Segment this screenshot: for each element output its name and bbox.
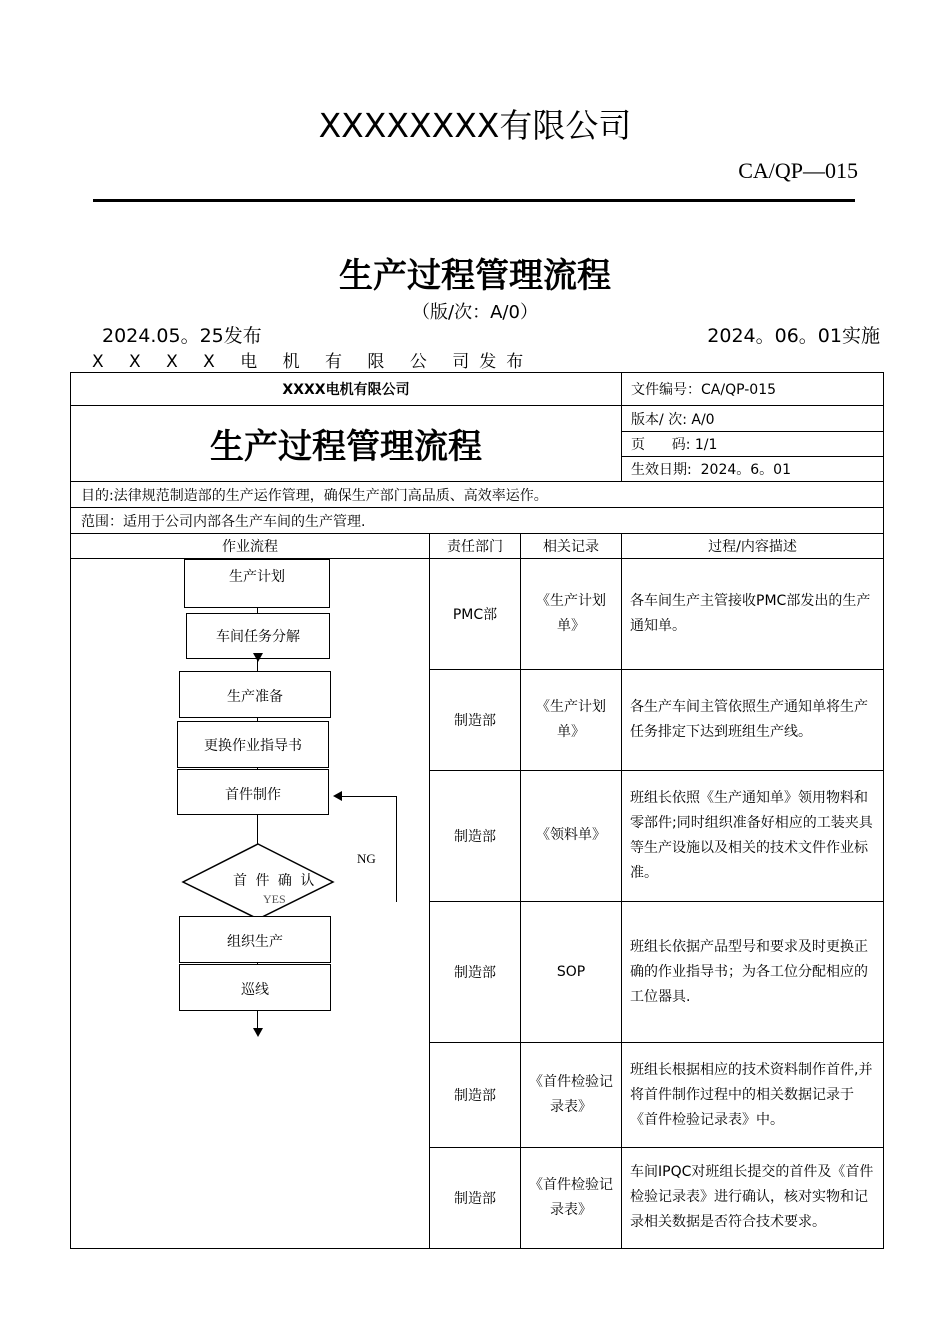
file-number: 文件编号：CA/QP-015 xyxy=(622,373,884,406)
purpose-text: 目的:法律规范制造部的生产运作管理，确保生产部门高品质、高效率运作。 xyxy=(71,482,884,508)
flow-step-organize: 组织生产 xyxy=(179,916,331,963)
page-info: 页 码: 1/1 xyxy=(622,432,884,457)
column-header-desc: 过程/内容描述 xyxy=(622,534,884,559)
flow-step-first-piece: 首件制作 xyxy=(177,769,329,815)
arrow-left-icon xyxy=(333,791,342,801)
version-label: （版/次：A/0） xyxy=(412,302,538,323)
row-description: 班组长依据产品型号和要求及时更换正确的作业指导书；为各工位分配相应的工位器具. xyxy=(622,901,884,1042)
row-description: 各车间生产主管接收PMC部发出的生产通知单。 xyxy=(622,559,884,670)
ng-loop-side xyxy=(396,796,397,902)
flow-step-change-sop: 更换作业指导书 xyxy=(177,721,329,768)
ng-label: NG xyxy=(357,851,376,866)
publish-date: 2024.05。25发布 xyxy=(102,325,262,347)
version-info: 版本/ 次: A/0 xyxy=(622,406,884,432)
row-description: 班组长根据相应的技术资料制作首件,并将首件制作过程中的相关数据记录于《首件检验记录表》中。 xyxy=(622,1043,884,1147)
effective-date: 生效日期: 2024。6。01 xyxy=(622,457,884,482)
row-dept: PMC部 xyxy=(430,559,521,670)
row-description: 各生产车间主管依照生产通知单将生产任务排定下达到班组生产线。 xyxy=(622,670,884,770)
company-name: XXXXXXXX有限公司 xyxy=(318,106,632,145)
row-record: 《生产计划单》 xyxy=(521,670,622,770)
row-description: 车间IPQC对班组长提交的首件及《首件检验记录表》进行确认，核对实物和记录相关数据是否符合技术要求。 xyxy=(622,1147,884,1248)
row-dept: 制造部 xyxy=(430,670,521,770)
scope-text: 范围：适用于公司内部各生产车间的生产管理. xyxy=(71,508,884,534)
row-dept: 制造部 xyxy=(430,1147,521,1248)
flowchart-cell xyxy=(71,559,430,1249)
ng-loop-top xyxy=(341,796,397,797)
row-dept: 制造部 xyxy=(430,770,521,901)
flow-step-split: 车间任务分解 xyxy=(186,613,330,659)
row-record: 《领料单》 xyxy=(521,770,622,901)
process-table xyxy=(70,372,884,1249)
flow-step-patrol: 巡线 xyxy=(179,964,331,1011)
row-record: 《首件检验记录表》 xyxy=(521,1147,622,1248)
table-company: XXXX电机有限公司 xyxy=(71,373,622,406)
flowchart xyxy=(71,559,431,1248)
decision-label: 首 件 确 认 xyxy=(233,873,317,889)
implement-date: 2024。06。01实施 xyxy=(707,325,880,347)
yes-label: YES xyxy=(263,892,286,906)
row-record: 《生产计划单》 xyxy=(521,559,622,670)
table-row xyxy=(71,559,884,670)
row-description: 班组长依照《生产通知单》领用物料和零部件;同时组织准备好相应的工装夹具等生产设施以及相关的技术文件作业标准。 xyxy=(622,770,884,901)
row-record: 《首件检验记录表》 xyxy=(521,1043,622,1147)
arrow-down-icon xyxy=(253,653,263,662)
flow-step-plan: 生产计划 xyxy=(184,559,330,608)
table-title: 生产过程管理流程 xyxy=(71,406,622,482)
column-header-dept: 责任部门 xyxy=(430,534,521,559)
arrow-down-icon xyxy=(253,1028,263,1037)
document-title: 生产过程管理流程 xyxy=(339,256,611,296)
header-divider xyxy=(93,199,855,202)
column-header-record: 相关记录 xyxy=(521,534,622,559)
column-header-flow: 作业流程 xyxy=(71,534,430,559)
row-dept: 制造部 xyxy=(430,901,521,1042)
publisher-label: X X X X 电 机 有 限 公 司发布 xyxy=(92,352,534,372)
row-record: SOP xyxy=(521,901,622,1042)
document-number: CA/QP—015 xyxy=(738,158,858,183)
flow-step-prepare: 生产准备 xyxy=(179,671,331,718)
row-dept: 制造部 xyxy=(430,1043,521,1147)
